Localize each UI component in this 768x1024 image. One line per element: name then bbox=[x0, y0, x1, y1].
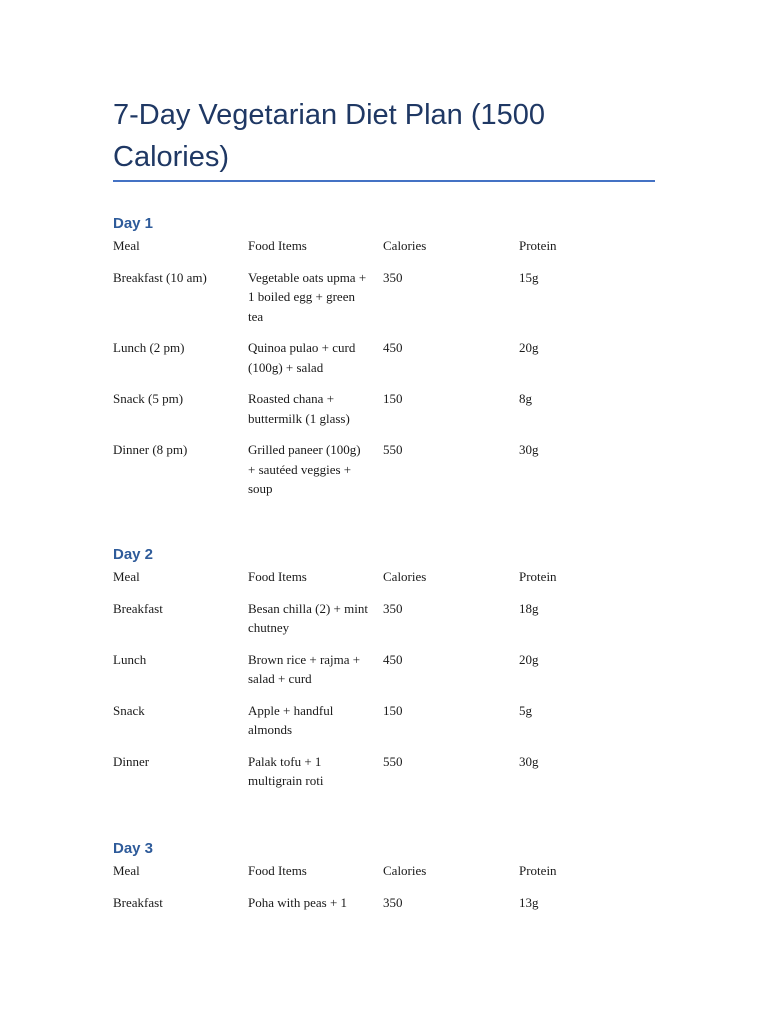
calories-cell: 350 bbox=[383, 269, 403, 285]
food-items-cell: Poha with peas + 1 bbox=[248, 894, 348, 910]
calories-cell: 450 bbox=[383, 340, 403, 355]
meal-cell: Lunch (2 pm) bbox=[113, 340, 185, 355]
table-row bbox=[113, 701, 655, 752]
table-header-row bbox=[113, 567, 655, 599]
meal-cell: Snack (5 pm) bbox=[113, 391, 184, 406]
column-header-calories: Calories bbox=[383, 569, 427, 584]
meal-cell: Breakfast bbox=[113, 894, 163, 910]
day-heading: Day 2 bbox=[113, 546, 154, 563]
meal-cell: Snack bbox=[113, 702, 145, 718]
meal-cell: Lunch bbox=[113, 651, 147, 667]
column-header-protein: Protein bbox=[519, 238, 557, 253]
table-header-row bbox=[113, 861, 655, 893]
table-row bbox=[113, 338, 655, 389]
calories-cell: 550 bbox=[383, 442, 403, 457]
food-items-cell: Quinoa pulao + curd (100g) + salad bbox=[248, 340, 356, 375]
calories-cell: 450 bbox=[383, 651, 403, 667]
meal-table bbox=[113, 236, 655, 511]
day-2-section bbox=[113, 544, 655, 803]
day-heading: Day 1 bbox=[113, 215, 154, 232]
document-title: 7-Day Vegetarian Diet Plan (1500 Calories) bbox=[113, 99, 546, 173]
title-underline-rule bbox=[113, 180, 655, 182]
table-row bbox=[113, 650, 655, 701]
day-heading: Day 3 bbox=[113, 840, 154, 857]
table-row bbox=[113, 268, 655, 339]
table-header-row bbox=[113, 236, 655, 268]
food-items-cell: Roasted chana + buttermilk (1 glass) bbox=[248, 391, 350, 426]
column-header-food-items: Food Items bbox=[248, 569, 307, 584]
day-1-section bbox=[113, 213, 655, 511]
food-items-cell: Apple + handful almonds bbox=[248, 702, 334, 737]
calories-cell: 550 bbox=[383, 753, 403, 769]
table-row bbox=[113, 389, 655, 440]
table-row bbox=[113, 599, 655, 650]
food-items-cell: Vegetable oats upma + 1 boiled egg + green tea bbox=[248, 269, 367, 324]
protein-cell: 8g bbox=[519, 391, 532, 406]
column-header-food-items: Food Items bbox=[248, 238, 307, 253]
column-header-meal: Meal bbox=[113, 569, 140, 584]
protein-cell: 20g bbox=[519, 340, 539, 355]
column-header-calories: Calories bbox=[383, 238, 427, 253]
food-items-cell: Brown rice + rajma + salad + curd bbox=[248, 651, 361, 686]
food-items-cell: Besan chilla (2) + mint chutney bbox=[248, 600, 368, 635]
protein-cell: 20g bbox=[519, 651, 539, 667]
day-3-section bbox=[113, 838, 655, 924]
column-header-meal: Meal bbox=[113, 863, 140, 878]
calories-cell: 150 bbox=[383, 702, 403, 718]
protein-cell: 5g bbox=[519, 702, 532, 718]
protein-cell: 18g bbox=[519, 600, 539, 616]
table-row bbox=[113, 893, 655, 925]
meal-cell: Breakfast (10 am) bbox=[113, 269, 207, 285]
protein-cell: 30g bbox=[519, 442, 539, 457]
meal-cell: Breakfast bbox=[113, 600, 163, 616]
calories-cell: 150 bbox=[383, 391, 403, 406]
meal-cell: Dinner (8 pm) bbox=[113, 442, 188, 457]
meal-cell: Dinner bbox=[113, 753, 150, 769]
column-header-meal: Meal bbox=[113, 238, 140, 253]
food-items-cell: Grilled paneer (100g) + sautéed veggies + soup bbox=[248, 442, 361, 496]
column-header-food-items: Food Items bbox=[248, 863, 307, 878]
calories-cell: 350 bbox=[383, 894, 403, 910]
column-header-protein: Protein bbox=[519, 863, 557, 878]
food-items-cell: Palak tofu + 1 multigrain roti bbox=[248, 753, 324, 788]
table-row bbox=[113, 752, 655, 803]
calories-cell: 350 bbox=[383, 600, 403, 616]
protein-cell: 15g bbox=[519, 269, 539, 285]
column-header-protein: Protein bbox=[519, 569, 557, 584]
column-header-calories: Calories bbox=[383, 863, 427, 878]
meal-table bbox=[113, 567, 655, 803]
protein-cell: 13g bbox=[519, 894, 539, 910]
protein-cell: 30g bbox=[519, 753, 539, 769]
meal-table bbox=[113, 861, 655, 924]
table-row bbox=[113, 440, 655, 511]
